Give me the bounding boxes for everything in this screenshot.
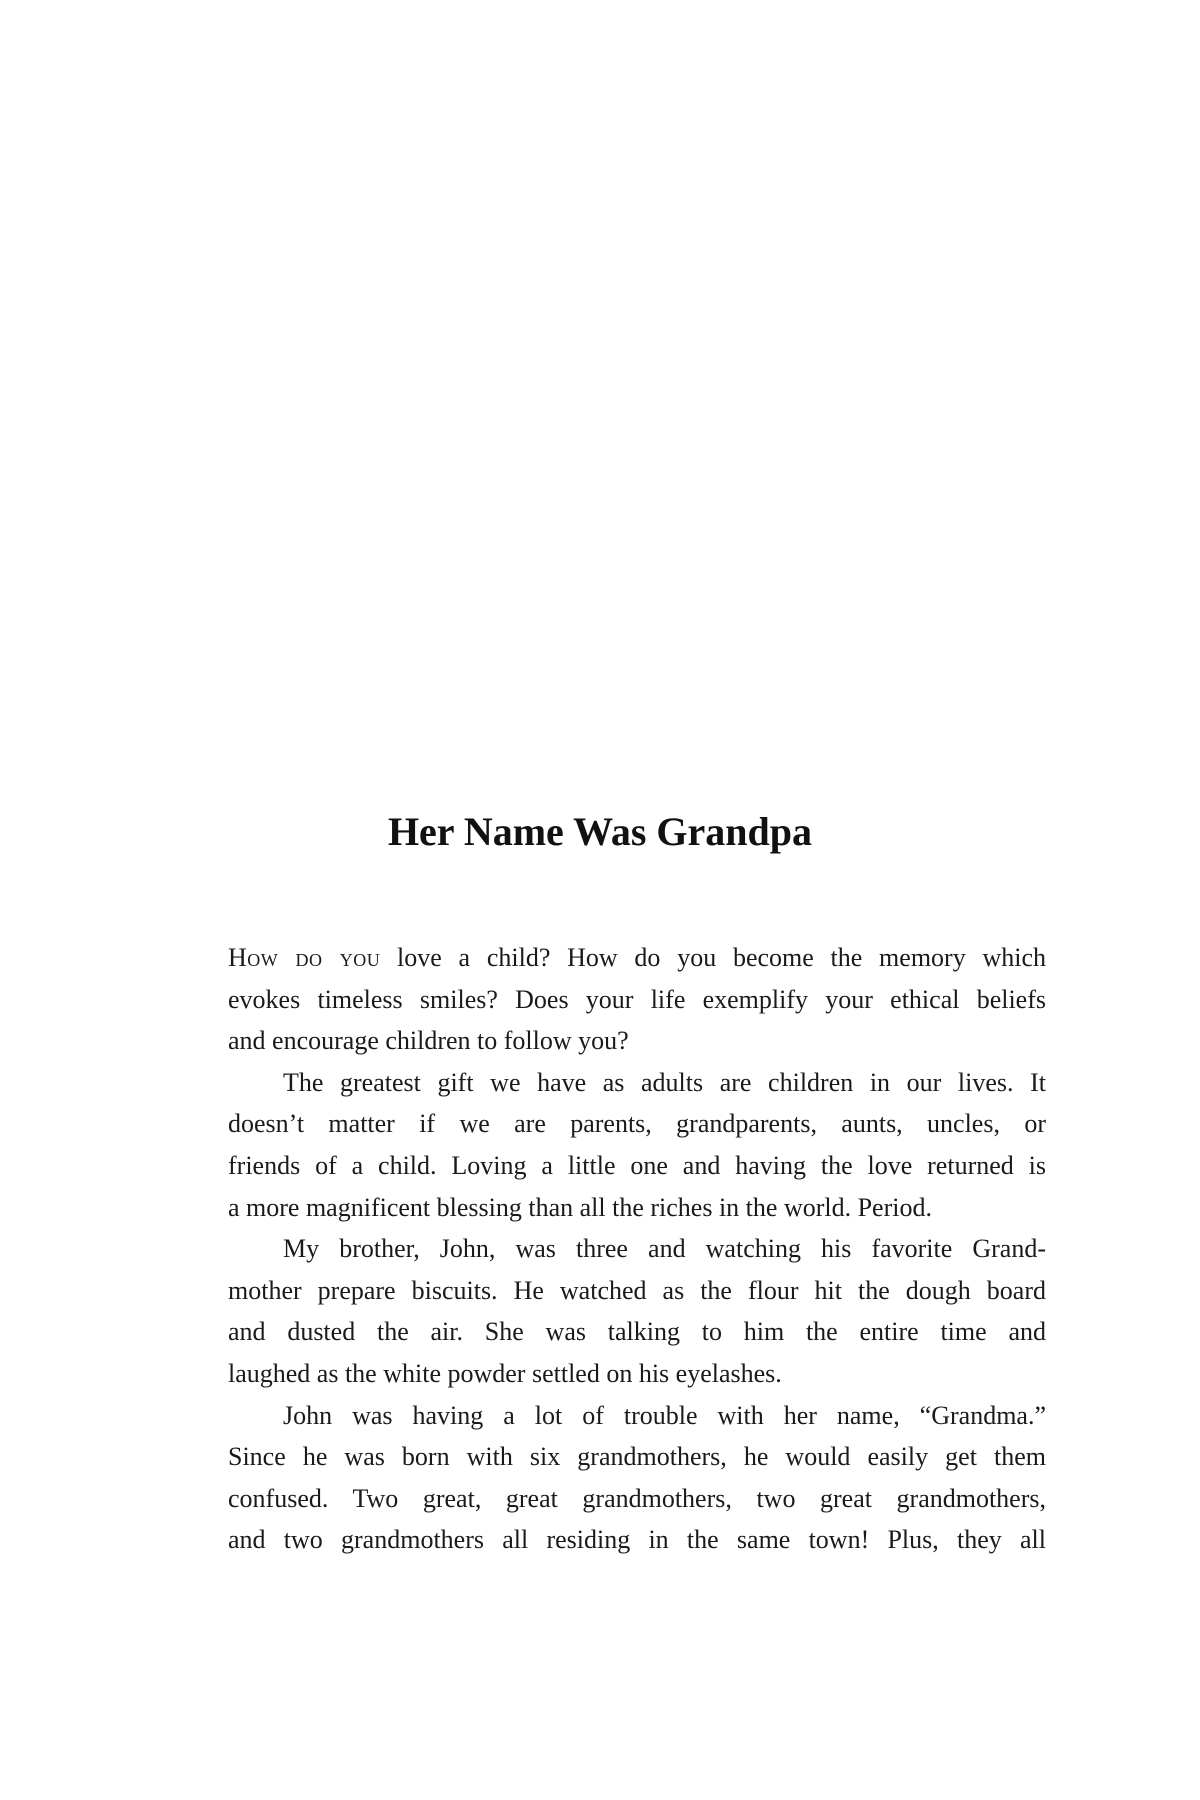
paragraph-2 [228,1062,1046,1228]
text-line: laughed as the white powder settled on his eyelashes. [228,1358,782,1388]
text-line: John was having a lot of trouble with her name, “Grandma.” [283,1400,1046,1430]
text-line: a more magnificent blessing than all the riches in the world. Period. [228,1192,932,1222]
paragraph-3 [228,1228,1046,1394]
text-line: friends of a child. Loving a little one and having the love returned is [228,1150,1046,1180]
text-line: How do you love a child? How do you become the memory which [228,943,1046,972]
text-line: doesn’t matter if we are parents, grandparents, aunts, uncles, or [228,1109,1046,1139]
text-line: confused. Two great, great grandmothers, two great grandmothers, [228,1483,1046,1513]
small-caps-lead-in: How do you [228,943,381,972]
text-line: and two grandmothers all residing in the same town! Plus, they all [228,1525,1046,1555]
text-line: Since he was born with six grandmothers, he would easily get them [228,1442,1046,1472]
text-line: and encourage children to follow you? [228,1026,629,1056]
text-line: evokes timeless smiles? Does your life exemplify your ethical beliefs [228,984,1046,1014]
chapter-title: Her Name Was Grandpa [387,809,813,854]
text-line: My brother, John, was three and watching his favorite Grand- [283,1234,1046,1264]
text-line: mother prepare biscuits. He watched as the flour hit the dough board [228,1275,1046,1305]
chapter-body [228,937,1046,1561]
text-line: and dusted the air. She was talking to him the entire time and [228,1317,1046,1347]
paragraph-4 [228,1395,1046,1561]
text-line: The greatest gift we have as adults are children in our lives. It [283,1067,1046,1097]
paragraph-1 [228,937,1046,1062]
